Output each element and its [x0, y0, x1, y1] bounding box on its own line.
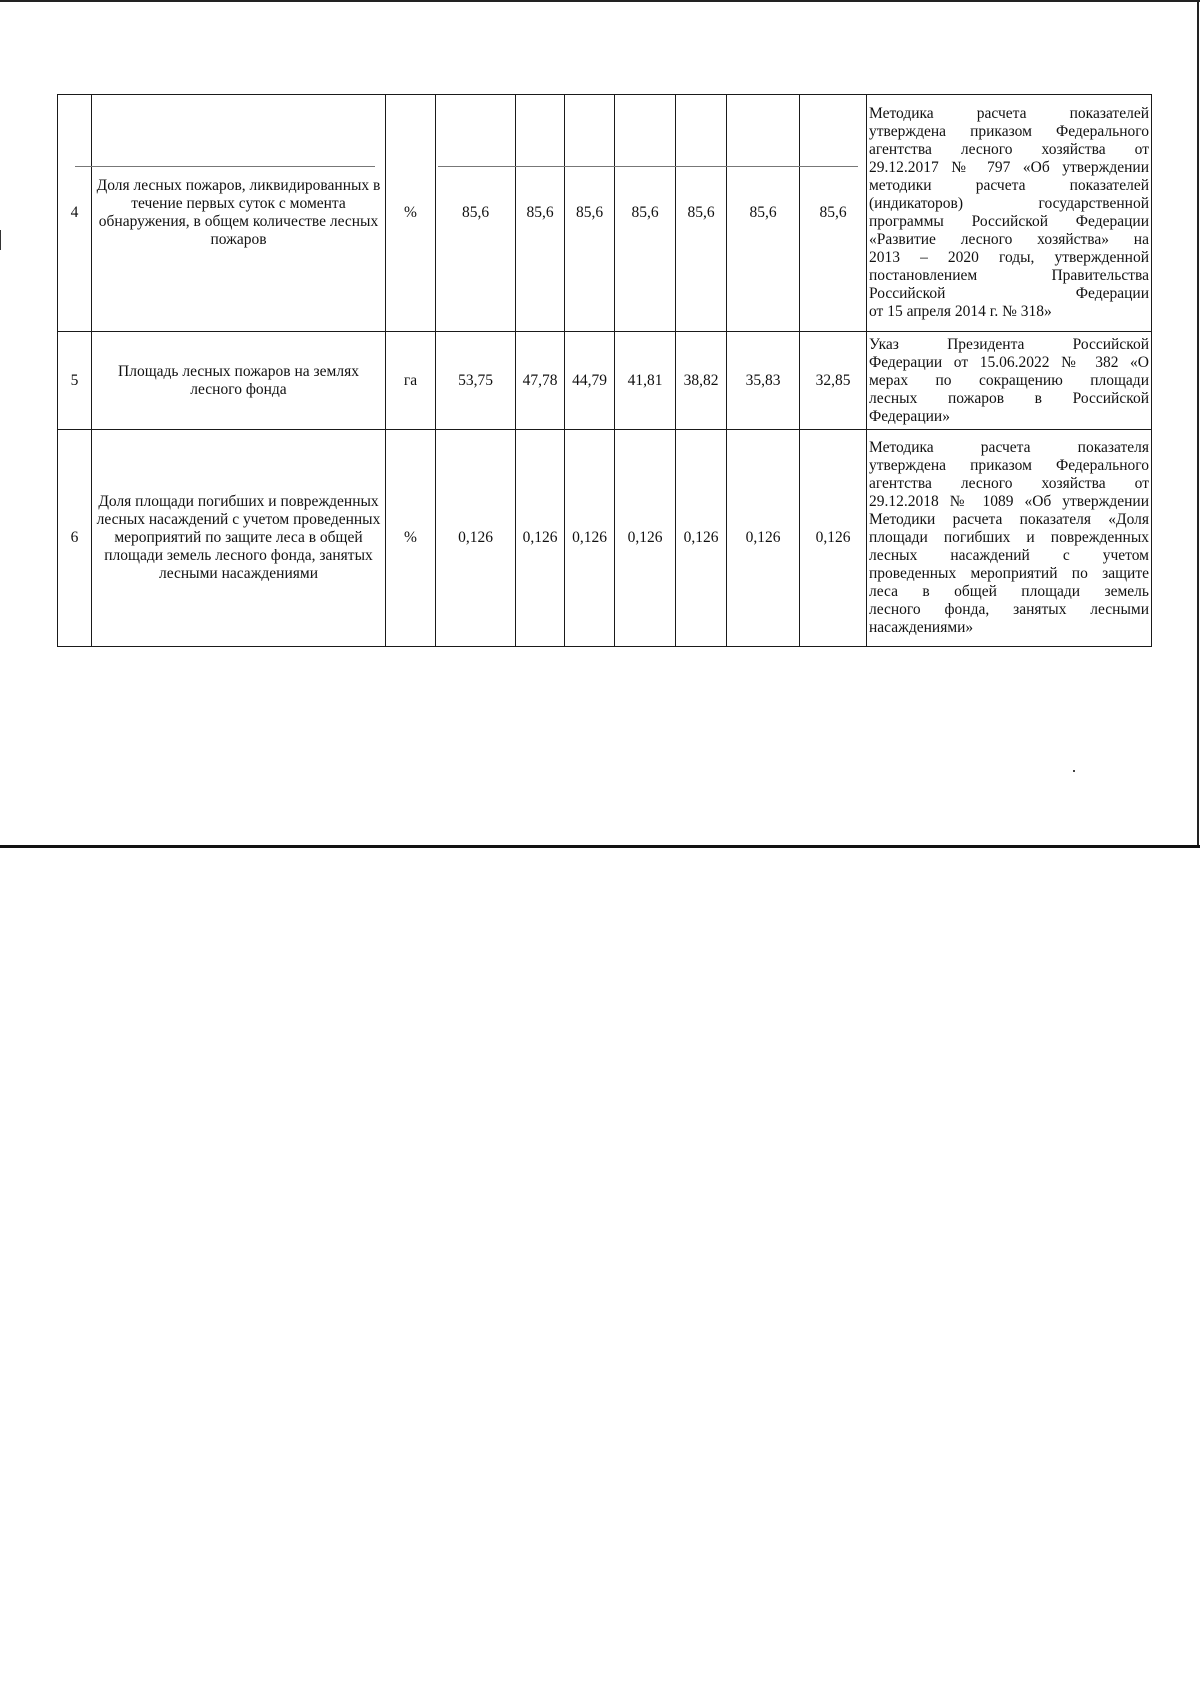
- basis-line: утверждена приказом Федерального: [869, 123, 1149, 140]
- value-cell: 85,6: [516, 95, 565, 332]
- basis-line: Методика расчета показателей: [869, 105, 1149, 122]
- scan-artifact-line: [75, 166, 375, 167]
- value-cell: 85,6: [727, 95, 800, 332]
- value-cell: 32,85: [800, 332, 867, 430]
- indicator-unit: га: [386, 332, 436, 430]
- value-cell: 85,6: [615, 95, 676, 332]
- table-row: [58, 332, 1152, 430]
- basis-line: Федерации от 15.06.2022 № 382 «О: [869, 353, 1149, 371]
- indicator-unit: %: [386, 430, 436, 647]
- value-cell: 0,126: [565, 430, 615, 647]
- basis-line: Методика расчета показателя: [869, 439, 1149, 456]
- value-cell: 0,126: [727, 430, 800, 647]
- indicator-name: Доля лесных пожаров, ликвидированных в течение первых суток с момента обнаружения, в общем количестве лесных пожаров: [92, 95, 386, 332]
- basis-line: лесных насаждений с учетом: [869, 547, 1149, 564]
- value-cell: 85,6: [676, 95, 727, 332]
- basis-line: насаждениями»: [869, 619, 974, 636]
- basis-line: площади погибших и поврежденных: [869, 529, 1149, 546]
- row-number: 4: [58, 95, 92, 332]
- indicators-table: [57, 94, 1152, 647]
- legal-basis: [867, 430, 1152, 647]
- basis-line: постановлением Правительства: [869, 267, 1149, 284]
- legal-basis: [867, 95, 1152, 332]
- table-row: [58, 95, 1152, 332]
- value-cell: 44,79: [565, 332, 615, 430]
- scan-border-top: [0, 0, 1200, 2]
- basis-line: (индикаторов) государственной: [869, 195, 1149, 212]
- value-cell: 0,126: [676, 430, 727, 647]
- basis-line: «Развитие лесного хозяйства» на: [869, 231, 1149, 248]
- basis-line: Федерации»: [869, 407, 950, 425]
- value-cell: 85,6: [800, 95, 867, 332]
- scan-mark-left: [0, 230, 1, 250]
- basis-line: утверждена приказом Федерального: [869, 457, 1149, 474]
- table-row: [58, 430, 1152, 647]
- value-cell: 0,126: [800, 430, 867, 647]
- basis-line: Российской Федерации: [869, 285, 1149, 302]
- value-cell: 53,75: [436, 332, 516, 430]
- row-number: 6: [58, 430, 92, 647]
- basis-line: программы Российской Федерации: [869, 213, 1149, 230]
- value-cell: 0,126: [615, 430, 676, 647]
- value-cell: 0,126: [516, 430, 565, 647]
- value-cell: 0,126: [436, 430, 516, 647]
- scan-border-bottom: [0, 845, 1200, 848]
- indicator-unit: %: [386, 95, 436, 332]
- value-cell: 47,78: [516, 332, 565, 430]
- basis-line: 29.12.2018 № 1089 «Об утверждении: [869, 493, 1149, 510]
- indicator-name: Доля площади погибших и поврежденных лесных насаждений с учетом проведенных мероприятий по защите леса в общей площади земель лесного фонда, занятых лесными насаждениями: [92, 430, 386, 647]
- value-cell: 85,6: [436, 95, 516, 332]
- scan-border-right: [1197, 0, 1199, 848]
- basis-line: лесного фонда, занятых лесными: [869, 601, 1149, 618]
- scan-artifact-line: [438, 166, 858, 167]
- basis-line: агентства лесного хозяйства от: [869, 141, 1149, 158]
- basis-line: леса в общей площади земель: [869, 583, 1149, 600]
- scan-speck: [1073, 770, 1075, 772]
- value-cell: 85,6: [565, 95, 615, 332]
- basis-line: методики расчета показателей: [869, 177, 1149, 194]
- basis-line: Методики расчета показателя «Доля: [869, 511, 1149, 528]
- basis-line: от 15 апреля 2014 г. № 318»: [869, 303, 1052, 320]
- basis-line: проведенных мероприятий по защите: [869, 565, 1149, 582]
- basis-line: Указ Президента Российской: [869, 335, 1149, 353]
- legal-basis: [867, 332, 1152, 430]
- basis-line: 2013 – 2020 годы, утвержденной: [869, 249, 1149, 266]
- indicator-name: Площадь лесных пожаров на землях лесного фонда: [92, 332, 386, 430]
- value-cell: 35,83: [727, 332, 800, 430]
- basis-line: агентства лесного хозяйства от: [869, 475, 1149, 492]
- value-cell: 38,82: [676, 332, 727, 430]
- row-number: 5: [58, 332, 92, 430]
- basis-line: мерах по сокращению площади: [869, 371, 1149, 389]
- value-cell: 41,81: [615, 332, 676, 430]
- basis-line: 29.12.2017 № 797 «Об утверждении: [869, 159, 1149, 176]
- basis-line: лесных пожаров в Российской: [869, 389, 1149, 407]
